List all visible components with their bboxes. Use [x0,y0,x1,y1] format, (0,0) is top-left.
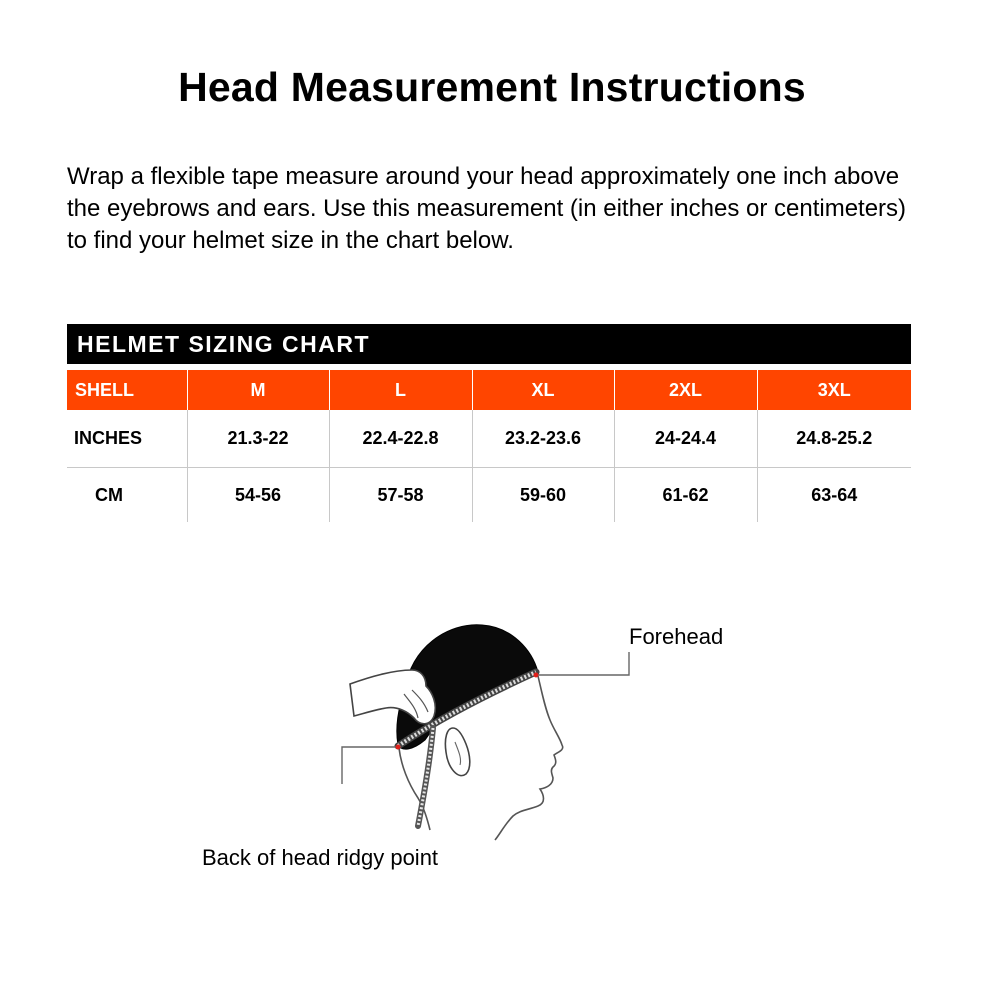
size-l-header: L [329,370,472,410]
back-of-head-label: Back of head ridgy point [202,845,439,870]
size-m-header: M [187,370,329,410]
size-3xl-header: 3XL [757,370,911,410]
cm-l-cell: 57-58 [329,468,472,523]
inches-xl-cell: 23.2-23.6 [472,410,614,468]
inches-m-cell: 21.3-22 [187,410,329,468]
back-head-marker [396,745,401,750]
ear-detail [455,742,461,765]
inches-label: INCHES [67,410,187,468]
cm-label: CM [95,484,123,505]
face-profile [495,676,563,840]
shell-label: SHELL [67,370,187,410]
ear-icon [445,728,469,776]
inches-3xl-cell: 24.8-25.2 [757,410,911,468]
inches-2xl-cell: 24-24.4 [614,410,757,468]
forehead-label: Forehead [629,624,724,649]
cm-3xl-cell: 63-64 [757,468,911,523]
size-2xl-header: 2XL [614,370,757,410]
inches-l-cell: 22.4-22.8 [329,410,472,468]
cm-m-cell: 54-56 [187,468,329,523]
hand-icon [350,670,435,724]
back-callout-line [342,747,398,784]
instructions-text: Wrap a flexible tape measure around your head approximately one inch above the eyebrows and ears. Use this measurement (in either inches or centimeters) to find your helmet size in the chart below. [67,163,907,254]
forehead-callout-line [536,652,629,675]
page-title: Head Measurement Instructions [178,64,806,110]
size-xl-header: XL [472,370,614,410]
cm-2xl-cell: 61-62 [614,468,757,523]
forehead-marker [534,673,539,678]
sizing-chart-heading: HELMET SIZING CHART [67,324,911,364]
cm-xl-cell: 59-60 [472,468,614,523]
